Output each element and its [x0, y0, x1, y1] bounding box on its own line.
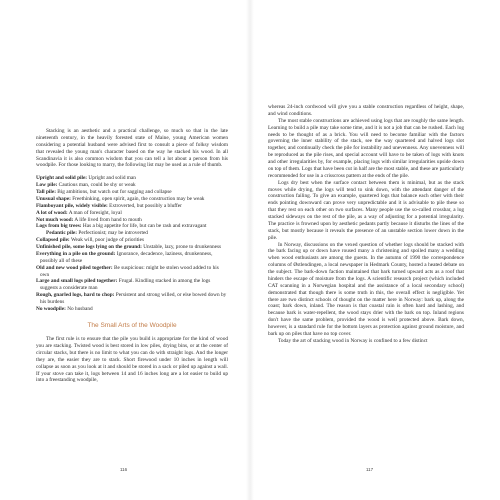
definition-term: Flamboyant pile, widely visible: — [36, 202, 108, 209]
paragraph-drying: Logs dry best when the surface contact between them is minimal, but as the stack moves while drying, the logs will tend to sink down, with the attendant danger of the construction failing. To give an example, quartered logs that balance each other with their ends pointing downward can prove very unpredictable and it is advisable to pile these so that they rest on each other on two surfaces. Many people use the so-called crossbar, a log stacked sideways on the rest of the pile, as a way of adjusting for a potential irregularity. The practice is frowned upon by aesthetic pedants partly because it disturbs the lines of the stack, but mostly because it reveals the presence of an unstable section lower down in the pile. — [268, 179, 464, 241]
definition-text: Unstable, lazy, prone to drunkenness — [143, 244, 222, 250]
definition-term: No woodpile: — [36, 305, 66, 312]
definition-text: Big ambitions, but watch out for sagging and collapse — [57, 189, 172, 195]
definition-term: Large and small logs piled together: — [36, 278, 118, 285]
definition-text: Has a big appetite for life, but can be rash and extravagant — [82, 223, 207, 230]
definition-text: Freethinking, open spirit, again, the construction may be weak — [72, 195, 205, 202]
continued-paragraph: whereas 24-inch cordwood will give you a stable construction regardless of height, shape, and wind conditions. — [268, 104, 464, 117]
section-heading: The Small Arts of the Woodpile — [87, 321, 177, 329]
definition-item — [36, 251, 228, 265]
page-number-right: 117 — [366, 467, 374, 472]
body-paragraph: The first rule is to ensure that the pile you build is appropriate for the kind of wood you are stacking. Twisted wood is best stored in low piles, drying bins, or at the center of circular stacks, but there is no limit to what you can do with straight logs. And the longer they are, the easier they are to stack. Short firewood under 10 inches in length will collapse as soon as you look at it and should be stored in a sack or piled up against a wall. If your stove can take it, logs between 14 and 16 inches long are a lot easier to build up into a freestanding woodpile, — [36, 336, 228, 384]
definition-text: No husband — [67, 305, 93, 312]
definition-item — [36, 244, 228, 251]
page-number-left: 116 — [120, 467, 128, 472]
definition-text: Extroverted, but possibly a bluffer — [109, 202, 182, 209]
definition-term: Tall pile: — [36, 189, 56, 195]
definition-text: Weak will, poor judge of priorities — [70, 237, 145, 244]
definition-text: Cautious man, could be shy or weak — [58, 182, 136, 189]
woodpile-character-list — [36, 175, 228, 313]
definition-term: Unusual shape: — [36, 195, 71, 202]
right-page — [250, 0, 500, 500]
definition-item — [36, 182, 228, 189]
definition-text: Upright and solid man — [88, 175, 136, 182]
definition-term: Pedantic pile: — [46, 230, 78, 237]
definition-term: Upright and solid pile: — [36, 175, 88, 182]
definition-text: Perfectionist; may be introverted — [78, 230, 148, 237]
definition-term: A lot of wood: — [36, 209, 68, 216]
right-text-column — [268, 104, 464, 345]
definition-text: Frugal. Kindling stacked in among the logs suggests a considerate man — [40, 278, 211, 292]
definition-term: Not much wood: — [36, 216, 74, 223]
definition-text: Be suspicious: might be stolen wood added to his own — [40, 264, 219, 278]
definition-text: A life lived from hand to mouth — [74, 216, 142, 223]
definition-term: Low pile: — [36, 182, 58, 189]
definition-item — [36, 306, 228, 313]
definition-item — [36, 175, 228, 182]
definition-term: Collapsed pile: — [36, 237, 70, 244]
left-text-column — [36, 128, 228, 384]
definition-item — [36, 292, 228, 306]
definition-item — [36, 196, 228, 203]
definition-text: Ignorance, decadence, laziness, drunkenness, possibly all of these — [40, 250, 213, 264]
definition-item — [36, 278, 228, 292]
intro-paragraph: Stacking is an aesthetic and a practical challenge, so much so that in the late nineteenth century, in the heavily forested state of Maine, young American women considering a potential husband were advised first to consult a piece of folksy wisdom that revealed the young man's character based on the way he stacked his wood. In all Scandinavia it is also common wisdom that you can tell a lot about a person from his woodpile. For those looking to marry, the following list may be used as a rule of thumb. — [36, 128, 228, 169]
definition-term: Everything in a pile on the ground: — [36, 250, 116, 257]
definition-term: Unfinished pile, some logs lying on the ground: — [36, 244, 142, 250]
definition-item — [36, 203, 228, 210]
definition-term: Rough, gnarled logs, hard to chop: — [36, 292, 115, 299]
definition-item — [36, 189, 228, 196]
definition-item — [36, 210, 228, 217]
definition-term: Logs from big trees: — [36, 223, 82, 230]
definition-term: Old and new wood piled together: — [36, 264, 113, 271]
definition-text: A man of foresight, loyal — [68, 209, 122, 216]
paragraph-stability: The most stable constructions are achieved using logs that are roughly the same length. Learning to build a pile may take some time, and it is not a job that can be rushed. Each log needs to be thought of as a brick. You will need to become familiar with the factors governing the inner stability of the stack, see the way quartered and halved logs slot together, and continually check the pile for instability and unevenness. Any unevenness will be reproduced as the pile rises, and special account will have to be taken of logs with knots and other irregularities by, for example, placing logs with similar irregularities upside down on top of them. Logs that have been cut in half are the most stable, and these are particularly recommended for use in a crisscross pattern at the ends of the pile. — [268, 117, 464, 179]
definition-item — [36, 237, 228, 244]
paragraph-today: Today the art of stacking wood in Norway is confined to a few distinct — [278, 337, 428, 344]
paragraph-bark-debate: In Norway, discussions on the vexed question of whether logs should be stacked with the bark facing up or down have roused many a christening and spoiled many a wedding when wood enthusiasts are among the guests. In the autumn of 1990 the correspondence columns of Østlendingen, a local newspaper in Hedmark County, hosted a heated debate on the subject. The bark-down faction maintained that bark turned upward acts as a roof that hinders the escape of moisture from the logs. A scientific research project (which included CAT scanning in a Norwegian hospital and the assistance of a local secondary school) demonstrated that though there is some truth in this, the overall effect is negligible. Yet there are two distinct schools of thought on the matter here in Norway: bark up, along the coast; bark down, inland. The reason is that coastal rain is often hard and lashing, and because bark is water-repellent, the wood stays drier with the bark on top. Inland regions don't have the same problem, provided the wood is well protected above. Bark down, however, is a standard rule for the bottom layers as protection against ground moisture, and bark up on piles that have no top cover. — [268, 241, 464, 337]
definition-text: Persistent and strong willed, or else bowed down by his burdens — [40, 292, 227, 305]
definition-item — [36, 265, 228, 279]
